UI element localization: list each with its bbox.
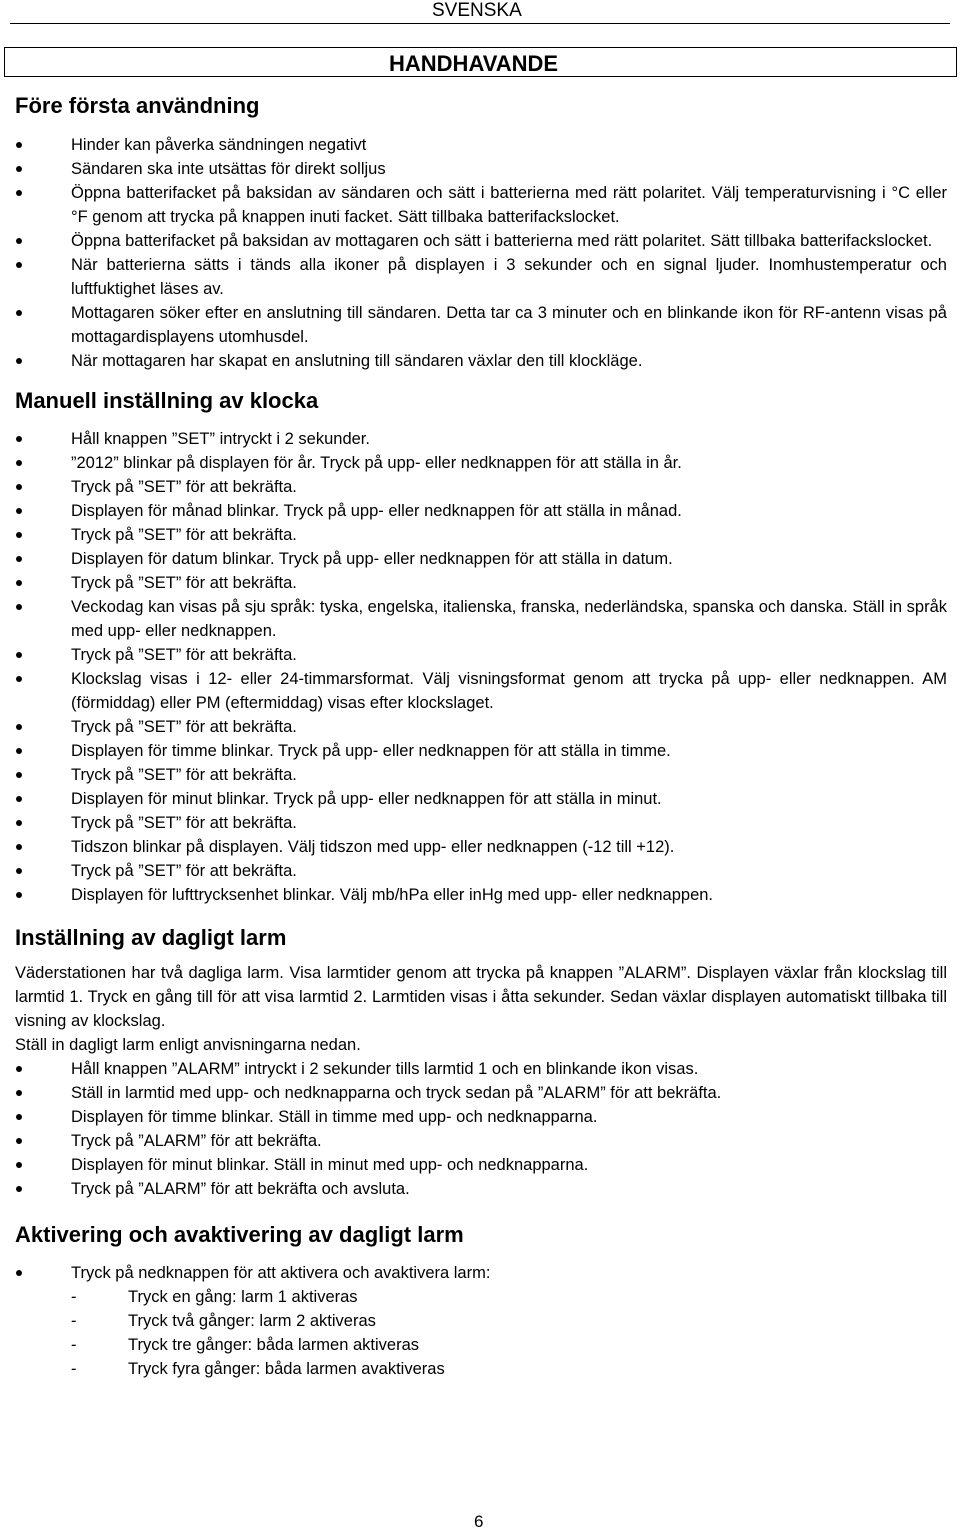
page-number: 6 — [474, 1512, 484, 1531]
header-divider — [10, 23, 950, 24]
list-item: Displayen för datum blinkar. Tryck på upp- eller nedknappen för att ställa in datum. — [15, 547, 947, 571]
list-item: När mottagaren har skapat en anslutning till sändaren växlar den till klockläge. — [15, 349, 947, 373]
list-item: Öppna batterifacket på baksidan av sändaren och sätt i batterierna med rätt polaritet. Välj temperaturvisning i °C eller °F genom att trycka på knappen inuti facket. Sätt tillbaka batterifackslocket. — [15, 181, 947, 229]
heading-daily-alarm: Inställning av dagligt larm — [15, 925, 287, 950]
list-item: Tryck på ”SET” för att bekräfta. — [15, 571, 947, 595]
list-item: Tryck på ”ALARM” för att bekräfta. — [15, 1129, 947, 1153]
heading-activate-alarm: Aktivering och avaktivering av dagligt larm — [15, 1222, 464, 1247]
list-activate-alarm-options — [15, 1285, 947, 1381]
list-item: När batterierna sätts i tänds alla ikoner på displayen i 3 sekunder och en signal ljuder. Inomhustemperatur och luftfuktighet läses av. — [15, 253, 947, 301]
list-manual-clock — [15, 427, 947, 907]
daily-alarm-intro: Väderstationen har två dagliga larm. Visa larmtider genom att trycka på knappen ”ALARM”. Displayen växlar från klockslag till larmtid 1. Tryck en gång till för att visa larmtid 2. Larmtiden visas i åtta sekunder. Sedan växlar displayen automatiskt tillbaka till visning av klockslag. — [15, 964, 947, 1030]
heading-manual-clock: Manuell inställning av klocka — [15, 388, 319, 413]
list-item: Sändaren ska inte utsättas för direkt solljus — [15, 157, 947, 181]
list-daily-alarm — [15, 1057, 947, 1201]
list-item: Tryck på ”SET” för att bekräfta. — [15, 715, 947, 739]
list-item: Tryck på ”SET” för att bekräfta. — [15, 763, 947, 787]
list-item: Tryck på ”SET” för att bekräfta. — [15, 475, 947, 499]
heading-before-first-use: Före första användning — [15, 93, 260, 118]
list-before-first-use — [15, 133, 947, 373]
list-item: - Tryck en gång: larm 1 aktiveras — [15, 1285, 947, 1309]
list-item: Öppna batterifacket på baksidan av mottagaren och sätt i batterierna med rätt polaritet. Sätt tillbaka batterifackslocket. — [15, 229, 947, 253]
list-item: Veckodag kan visas på sju språk: tyska, engelska, italienska, franska, nederländska, spanska och danska. Ställ in språk med upp- eller nedknappen. — [15, 595, 947, 643]
list-item: Hinder kan påverka sändningen negativt — [15, 133, 947, 157]
list-item: Tryck på ”SET” för att bekräfta. — [15, 859, 947, 883]
list-item: Håll knappen ”ALARM” intryckt i 2 sekunder tills larmtid 1 och en blinkande ikon visas. — [15, 1057, 947, 1081]
list-item: Mottagaren söker efter en anslutning till sändaren. Detta tar ca 3 minuter och en blinkande ikon för RF-antenn visas på mottagardisplayens utomhusdel. — [15, 301, 947, 349]
section-header-title: HANDHAVANDE — [389, 51, 559, 76]
list-item: Tryck på ”ALARM” för att bekräfta och avsluta. — [15, 1177, 947, 1201]
list-item: Displayen för timme blinkar. Ställ in timme med upp- och nedknapparna. — [15, 1105, 947, 1129]
section-header-box — [4, 47, 957, 77]
list-item: Displayen för månad blinkar. Tryck på upp- eller nedknappen för att ställa in månad. — [15, 499, 947, 523]
list-item: Tryck på nedknappen för att aktivera och avaktivera larm: — [15, 1261, 947, 1285]
list-item: Displayen för minut blinkar. Ställ in minut med upp- och nedknapparna. — [15, 1153, 947, 1177]
list-item: Tryck på ”SET” för att bekräfta. — [15, 523, 947, 547]
list-item: Tryck på ”SET” för att bekräfta. — [15, 811, 947, 835]
list-item: Tryck på ”SET” för att bekräfta. — [15, 643, 947, 667]
list-item: Tidszon blinkar på displayen. Välj tidszon med upp- eller nedknappen (-12 till +12). — [15, 835, 947, 859]
list-item: - Tryck tre gånger: båda larmen aktiveras — [15, 1333, 947, 1357]
list-item: - Tryck två gånger: larm 2 aktiveras — [15, 1309, 947, 1333]
list-item: Displayen för timme blinkar. Tryck på upp- eller nedknappen för att ställa in timme. — [15, 739, 947, 763]
list-item: Klockslag visas i 12- eller 24-timmarsformat. Välj visningsformat genom att trycka på upp- eller nedknappen. AM (förmiddag) eller PM (eftermiddag) visas efter klockslaget. — [15, 667, 947, 715]
list-item: Håll knappen ”SET” intryckt i 2 sekunder. — [15, 427, 947, 451]
list-item: Displayen för minut blinkar. Tryck på upp- eller nedknappen för att ställa in minut. — [15, 787, 947, 811]
list-item: ”2012” blinkar på displayen för år. Tryck på upp- eller nedknappen för att ställa in år. — [15, 451, 947, 475]
language-label: SVENSKA — [432, 0, 522, 21]
list-item: Ställ in larmtid med upp- och nedknapparna och tryck sedan på ”ALARM” för att bekräfta. — [15, 1081, 947, 1105]
list-item: Displayen för lufttrycksenhet blinkar. Välj mb/hPa eller inHg med upp- eller nedknappen. — [15, 883, 947, 907]
list-activate-alarm — [15, 1261, 947, 1285]
daily-alarm-instructions-lead: Ställ in dagligt larm enligt anvisningarna nedan. — [15, 1036, 361, 1054]
list-item: - Tryck fyra gånger: båda larmen avaktiveras — [15, 1357, 947, 1381]
manual-content — [15, 92, 947, 1381]
